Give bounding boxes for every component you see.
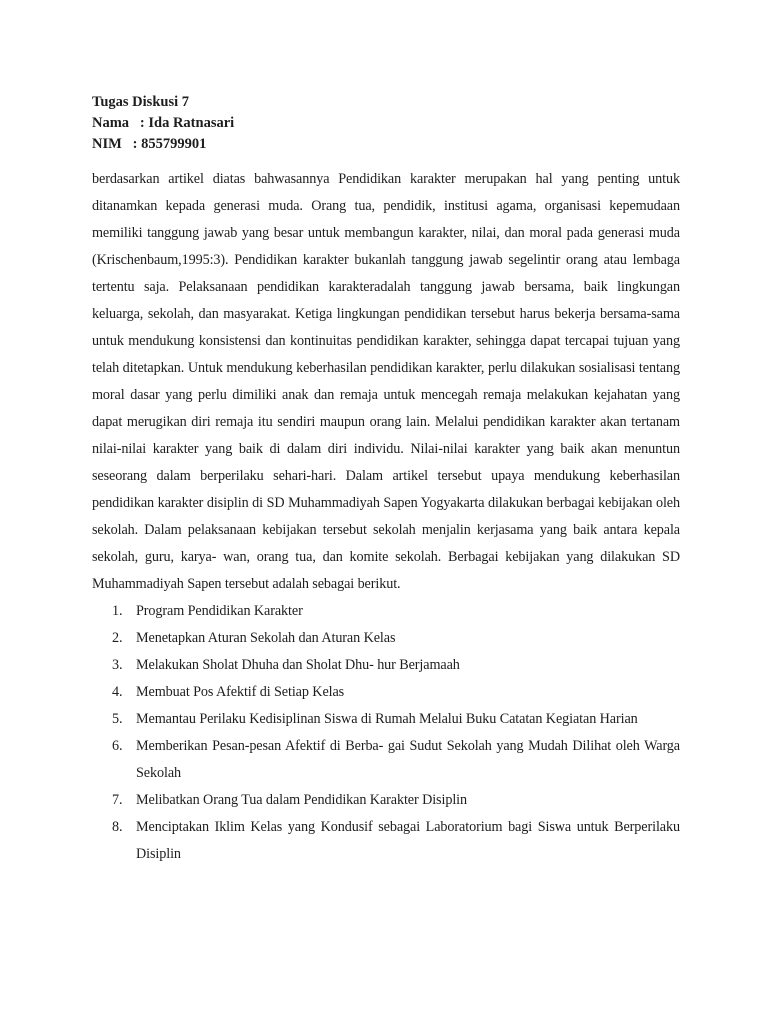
document-title: Tugas Diskusi 7: [92, 94, 189, 110]
list-text: Membuat Pos Afektif di Setiap Kelas: [136, 684, 345, 700]
list-text: Menetapkan Aturan Sekolah dan Aturan Kelas: [136, 630, 396, 646]
list-number: 1.: [112, 603, 123, 619]
list-item: [92, 652, 680, 679]
list-number: 7.: [112, 792, 123, 808]
document-header: [92, 92, 680, 155]
document-page: [92, 92, 680, 868]
list-item: [92, 625, 680, 652]
list-text: Menciptakan Iklim Kelas yang Kondusif sebagai Laboratorium bagi Siswa untuk Berperilaku Disiplin: [136, 819, 680, 862]
list-item: [92, 679, 680, 706]
list-text: Melakukan Sholat Dhuha dan Sholat Dhu- hur Berjamaah: [136, 657, 460, 673]
body-paragraph: berdasarkan artikel diatas bahwasannya Pendidikan karakter merupakan hal yang penting untuk ditanamkan kepada generasi muda. Orang tua, pendidik, institusi agama, organisasi kepemudaan memiliki tanggung jawab yang besar untuk membangun karakter, nilai, dan moral pada generasi muda (Krischenbaum,1995:3). Pendidikan karakter bukanlah tanggung jawab segelintir orang atau lembaga tertentu saja. Pelaksanaan pendidikan karakteradalah tanggung jawab bersama, baik lingkungan keluarga, sekolah, dan masyarakat. Ketiga lingkungan pendidikan tersebut harus bekerja bersama-sama untuk mendukung konsistensi dan kontinuitas pendidikan karakter, sehingga dapat tercapai tujuan yang telah ditetapkan. Untuk mendukung keberhasilan pendidikan karakter, perlu dilakukan sosialisasi tentang moral dasar yang perlu dimiliki anak dan remaja untuk mencegah remaja melakukan kejahatan yang dapat merugikan diri remaja itu sendiri maupun orang lain. Melalui pendidikan karakter akan tertanam nilai-nilai karakter yang baik di dalam diri individu. Nilai-nilai karakter yang baik akan menuntun seseorang dalam berperilaku sehari-hari. Dalam artikel tersebut upaya mendukung keberhasilan pendidikan karakter disiplin di SD Muhammadiyah Sapen Yogyakarta dilakukan berbagai kebijakan oleh sekolah. Dalam pelaksanaan kebijakan tersebut sekolah menjalin kerjasama yang baik antara kepala sekolah, guru, karya- wan, orang tua, dan komite sekolah. Berbagai kebijakan yang dilakukan SD Muhammadiyah Sapen tersebut adalah sebagai berikut.: [92, 171, 680, 592]
student-nim: NIM : 855799901: [92, 136, 207, 152]
list-number: 5.: [112, 711, 123, 727]
list-number: 3.: [112, 657, 123, 673]
list-number: 2.: [112, 630, 123, 646]
list-text: Memberikan Pesan-pesan Afektif di Berba- gai Sudut Sekolah yang Mudah Dilihat oleh Warga Sekolah: [136, 738, 680, 781]
list-item: [92, 787, 680, 814]
list-number: 8.: [112, 819, 123, 835]
list-number: 4.: [112, 684, 123, 700]
student-name: Nama : Ida Ratnasari: [92, 115, 235, 131]
list-text: Program Pendidikan Karakter: [136, 603, 303, 619]
list-number: 6.: [112, 738, 123, 754]
list-item: [92, 706, 680, 733]
list-item: [92, 598, 680, 625]
list-text: Melibatkan Orang Tua dalam Pendidikan Karakter Disiplin: [136, 792, 467, 808]
list-item: [92, 814, 680, 868]
list-item: [92, 733, 680, 787]
list-text: Memantau Perilaku Kedisiplinan Siswa di Rumah Melalui Buku Catatan Kegiatan Harian: [136, 711, 638, 727]
policy-list: [92, 598, 680, 868]
